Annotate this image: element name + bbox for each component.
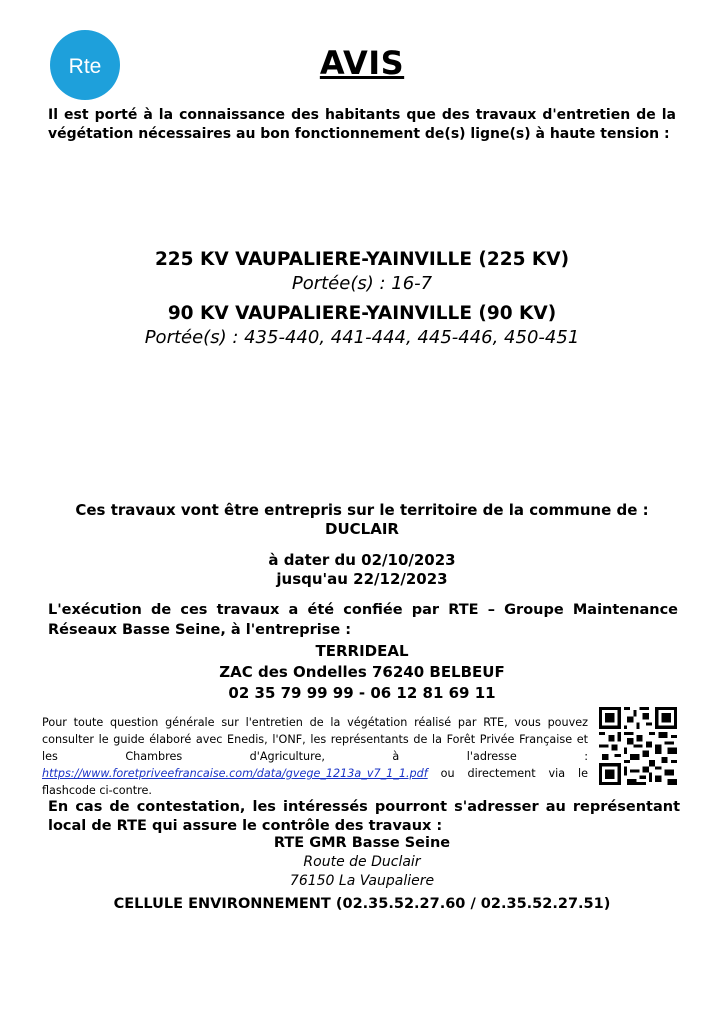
representative-block (0, 834, 724, 891)
logo-text: Rte (68, 55, 102, 78)
contractor-name: TERRIDEAL (315, 642, 409, 660)
intro-paragraph: Il est porté à la connaissance des habitants que des travaux d'entretien de la végétation nécessaires au bon fonctionnement de(s) ligne(s) à haute tension : (48, 107, 676, 142)
note-text: Pour toute question générale sur l'entretien de la végétation réalisé par RTE, vous pouvez consulter le guide élaboré avec Enedis, l'ONF, les représentants de la Forêt Privée Française et les Chambres d'Agriculture, à l'adresse : (42, 716, 588, 763)
line-spans: Portée(s) : 435-440, 441-444, 445-446, 450-451 (144, 327, 580, 348)
line-name: 90 KV VAUPALIERE-YAINVILLE (90 KV) (167, 303, 557, 324)
territory-block (0, 501, 724, 539)
cellule-environnement: CELLULE ENVIRONNEMENT (02.35.52.27.60 / 02.35.52.27.51) (113, 896, 611, 912)
contractor-block (0, 641, 724, 704)
commune-name: DUCLAIR (325, 520, 399, 538)
representative-name: RTE GMR Basse Seine (273, 835, 451, 851)
guide-link[interactable]: https://www.foretpriveefrancaise.com/data/gvege_1213a_v7_1_1.pdf (42, 767, 428, 780)
dates-block (0, 551, 724, 589)
date-to: jusqu'au 22/12/2023 (276, 570, 448, 588)
representative-street: Route de Duclair (303, 854, 421, 870)
page-title: AVIS (319, 44, 405, 82)
line-spans: Portée(s) : 16-7 (291, 273, 433, 294)
contractor-phones: 02 35 79 99 99 - 06 12 81 69 11 (228, 684, 496, 702)
contractor-address: ZAC des Ondelles 76240 BELBEUF (219, 663, 505, 681)
info-note (42, 714, 588, 799)
representative-city: 76150 La Vaupaliere (289, 873, 435, 889)
date-from: à dater du 02/10/2023 (268, 551, 456, 569)
power-lines (0, 248, 724, 356)
qr-code-icon[interactable] (599, 707, 677, 785)
line-name: 225 KV VAUPALIERE-YAINVILLE (225 KV) (154, 249, 570, 270)
note-text-after: ou directement via le flashcode ci-contre. (42, 767, 588, 797)
territory-text: Ces travaux vont être entrepris sur le territoire de la commune de : (75, 501, 649, 519)
contestation-paragraph: En cas de contestation, les intéressés pourront s'adresser au représentant local de RTE qui assure le contrôle des travaux : (48, 799, 680, 834)
execution-paragraph: L'exécution de ces travaux a été confiée par RTE – Groupe Maintenance Réseaux Basse Seine, à l'entreprise : (48, 602, 678, 638)
